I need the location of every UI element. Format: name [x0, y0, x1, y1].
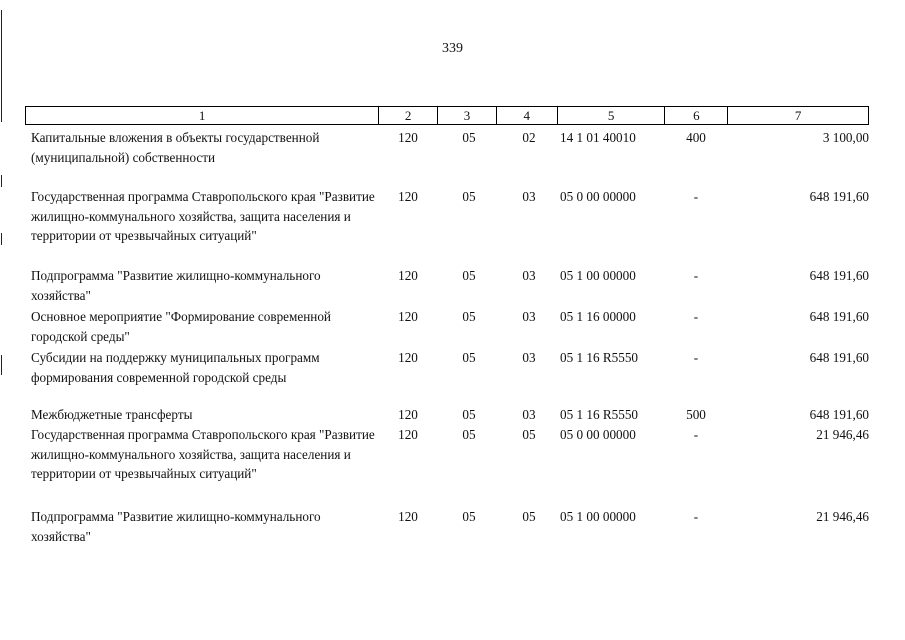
row-target: 05 1 16 R5550 — [560, 407, 639, 422]
column-header: 6 — [664, 107, 727, 124]
row-type: 500 — [686, 407, 706, 422]
row-target: 05 0 00 00000 — [560, 427, 636, 442]
row-amount: 648 191,60 — [809, 350, 869, 365]
row-target: 05 1 16 R5550 — [560, 350, 639, 365]
row-amount: 648 191,60 — [809, 309, 869, 324]
row-amount: 648 191,60 — [809, 268, 869, 283]
row-target: 05 1 16 00000 — [560, 309, 636, 324]
row-name: Основное мероприятие "Формирование современной городской среды" — [31, 309, 331, 344]
row-name: Государственная программа Ставропольского края "Развитие жилищно-коммунального хозяйства, защита населения и территории от чрезвычайных ситуаций" — [31, 189, 375, 243]
row-subsection: 03 — [522, 309, 536, 324]
column-header: 2 — [378, 107, 437, 124]
table-header — [25, 106, 869, 125]
column-header: 5 — [557, 107, 665, 124]
row-type: - — [693, 350, 699, 365]
row-section: 05 — [462, 189, 476, 204]
row-name: Капитальные вложения в объекты государственной (муниципальной) собственности — [31, 130, 320, 165]
row-amount: 21 946,46 — [816, 427, 869, 442]
row-code: 120 — [398, 407, 418, 422]
row-name: Подпрограмма "Развитие жилищно-коммунального хозяйства" — [31, 268, 321, 303]
row-section: 05 — [462, 309, 476, 324]
row-section: 05 — [462, 268, 476, 283]
row-amount: 21 946,46 — [816, 509, 869, 524]
row-type: - — [693, 189, 699, 204]
row-subsection: 05 — [522, 427, 536, 442]
row-code: 120 — [398, 427, 418, 442]
row-amount: 3 100,00 — [822, 130, 869, 145]
row-code: 120 — [398, 350, 418, 365]
row-name: Межбюджетные трансферты — [31, 407, 193, 422]
column-header: 1 — [198, 108, 206, 123]
column-header: 4 — [496, 107, 557, 124]
row-name: Подпрограмма "Развитие жилищно-коммунального хозяйства" — [31, 509, 321, 544]
row-code: 120 — [398, 268, 418, 283]
row-target: 05 0 00 00000 — [560, 189, 636, 204]
row-subsection: 03 — [522, 189, 536, 204]
column-header: 3 — [437, 107, 496, 124]
margin-line — [1, 355, 2, 375]
row-code: 120 — [398, 509, 418, 524]
row-target: 05 1 00 00000 — [560, 268, 636, 283]
row-section: 05 — [462, 407, 476, 422]
column-header: 7 — [727, 107, 868, 124]
row-subsection: 05 — [522, 509, 536, 524]
row-section: 05 — [462, 350, 476, 365]
row-code: 120 — [398, 309, 418, 324]
row-section: 05 — [462, 427, 476, 442]
row-type: 400 — [686, 130, 706, 145]
row-amount: 648 191,60 — [809, 407, 869, 422]
row-section: 05 — [462, 130, 476, 145]
row-target: 05 1 00 00000 — [560, 509, 636, 524]
row-type: - — [693, 427, 699, 442]
margin-line — [1, 175, 2, 187]
row-subsection: 02 — [522, 130, 536, 145]
row-target: 14 1 01 40010 — [560, 130, 636, 145]
page-number: 339 — [442, 41, 463, 56]
row-type: - — [693, 509, 699, 524]
row-type: - — [693, 268, 699, 283]
row-subsection: 03 — [522, 350, 536, 365]
row-code: 120 — [398, 189, 418, 204]
margin-line — [1, 10, 2, 122]
row-name: Субсидии на поддержку муниципальных программ формирования современной городской среды — [31, 350, 320, 385]
row-name: Государственная программа Ставропольского края "Развитие жилищно-коммунального хозяйства, защита населения и территории от чрезвычайных ситуаций" — [31, 427, 375, 481]
margin-line — [1, 233, 2, 245]
row-code: 120 — [398, 130, 418, 145]
row-subsection: 03 — [522, 407, 536, 422]
row-amount: 648 191,60 — [809, 189, 869, 204]
row-section: 05 — [462, 509, 476, 524]
row-subsection: 03 — [522, 268, 536, 283]
row-type: - — [693, 309, 699, 324]
